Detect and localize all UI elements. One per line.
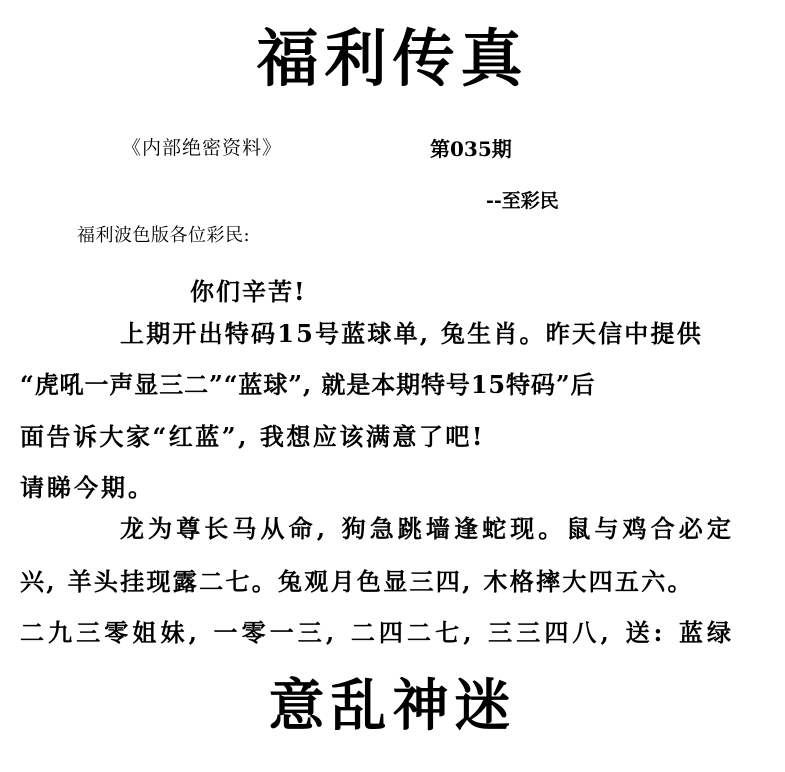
page-title: 福利传真 <box>256 22 529 95</box>
issue-number: 第035期 <box>430 137 512 161</box>
letter-salutation: 福利波色版各位彩民: <box>77 225 251 246</box>
signature-line: --至彩民 <box>486 190 559 212</box>
document-subtitle: 《内部绝密资料》 <box>122 137 283 159</box>
footer-title: 意乱神迷 <box>268 673 517 739</box>
letter-line-6: 兴, 羊头挂现露二七。兔观月色显三四, 木格摔大四五六。 <box>20 567 694 596</box>
letter-line-7: 二九三零姐妹, 一零一三, 二四二七, 三三四八, 送: 蓝绿 <box>20 618 736 647</box>
letter-greeting: 你们辛苦! <box>190 277 307 306</box>
letter-line-4: 请睇今期。 <box>20 473 155 502</box>
letter-line-2: “虎吼一声显三二”“蓝球”, 就是本期特号15特码”后 <box>20 370 596 399</box>
letter-line-1: 上期开出特码15号蓝球单, 兔生肖。昨天信中提供 <box>120 319 703 348</box>
letter-line-3: 面告诉大家“红蓝”, 我想应该满意了吧! <box>20 422 485 451</box>
letter-line-5: 龙为尊长马从命, 狗急跳墙逢蛇现。鼠与鸡合必定 <box>120 514 736 543</box>
